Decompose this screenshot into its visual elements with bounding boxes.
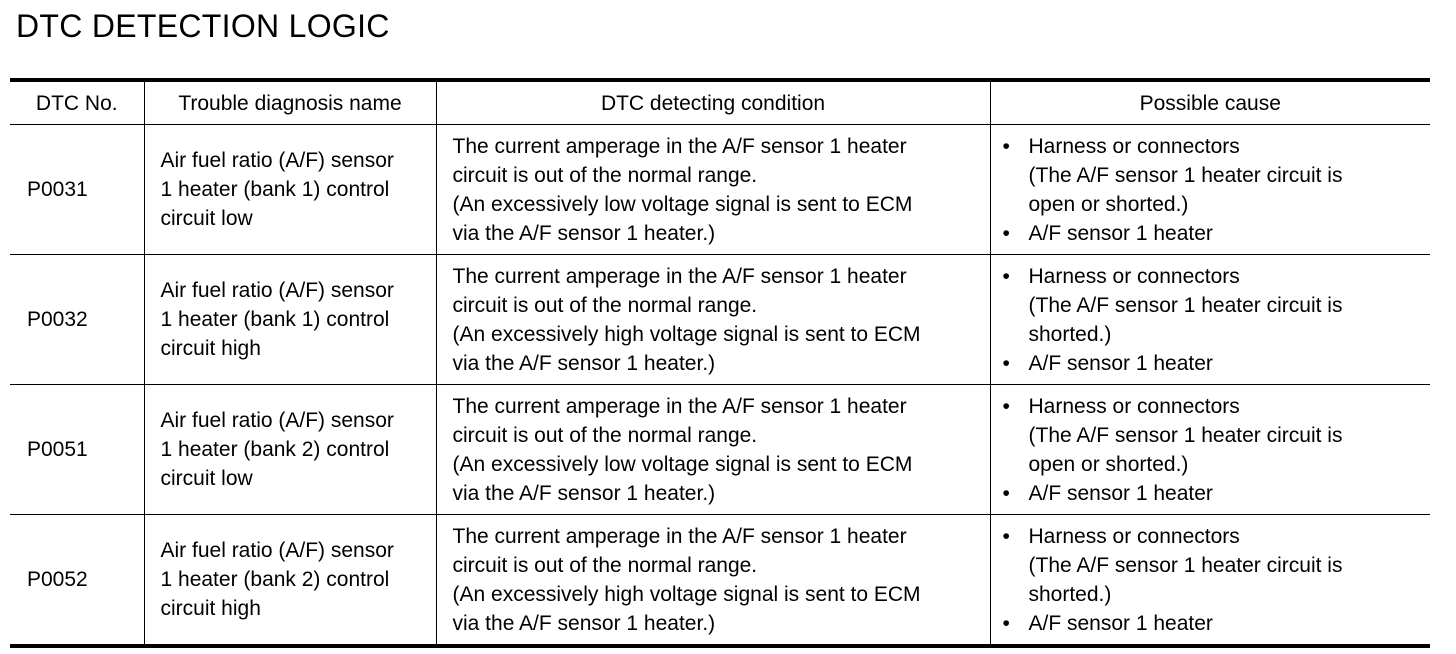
cause-line: • Harness or connectors (1028, 524, 1240, 548)
table-header-row (10, 80, 1430, 125)
cause-line: • A/F sensor 1 heater (1028, 611, 1213, 635)
cause-line: • A/F sensor 1 heater (1028, 481, 1213, 505)
condition-line: The current amperage in the A/F sensor 1 heater (452, 394, 907, 418)
condition-line: circuit is out of the normal range. (452, 423, 758, 447)
cause-list (991, 262, 1431, 378)
cause-line: • A/F sensor 1 heater (1028, 221, 1213, 245)
cause-item (1003, 349, 1425, 378)
condition-line: (An excessively low voltage signal is sent to ECM (452, 452, 913, 476)
possible-cause (990, 125, 1430, 255)
condition-line: (An excessively high voltage signal is sent to ECM (452, 322, 921, 346)
name-line: Air fuel ratio (A/F) sensor (160, 149, 394, 172)
condition-line: The current amperage in the A/F sensor 1 heater (452, 524, 907, 548)
name-line: circuit low (160, 467, 253, 490)
name-line: 1 heater (bank 2) control (160, 568, 390, 591)
condition-line: (An excessively low voltage signal is sent to ECM (452, 192, 913, 216)
table-row (10, 385, 1430, 515)
condition-line: via the A/F sensor 1 heater.) (452, 221, 716, 245)
detecting-condition (436, 515, 990, 647)
dtc-table (10, 78, 1430, 648)
header-trouble-diagnosis-name: Trouble diagnosis name (144, 80, 436, 125)
cause-item (1003, 132, 1425, 219)
trouble-diagnosis-name (144, 255, 436, 385)
cause-line: (The A/F sensor 1 heater circuit is (1028, 163, 1343, 187)
name-line: circuit low (160, 207, 253, 230)
header-possible-cause: Possible cause (990, 80, 1430, 125)
table-row (10, 515, 1430, 647)
cause-item (1003, 262, 1425, 349)
condition-line: The current amperage in the A/F sensor 1 heater (452, 134, 907, 158)
dtc-number: P0051 (10, 385, 144, 515)
cause-line: shorted.) (1028, 582, 1112, 606)
condition-line: circuit is out of the normal range. (452, 293, 758, 317)
cause-list (991, 132, 1431, 248)
name-line: Air fuel ratio (A/F) sensor (160, 539, 394, 562)
cause-item (1003, 219, 1425, 248)
cause-list (991, 522, 1431, 638)
name-line: 1 heater (bank 2) control (160, 438, 390, 461)
name-line: Air fuel ratio (A/F) sensor (160, 409, 394, 432)
dtc-number: P0052 (10, 515, 144, 647)
trouble-diagnosis-name (144, 125, 436, 255)
condition-line: (An excessively high voltage signal is sent to ECM (452, 582, 921, 606)
detecting-condition (436, 255, 990, 385)
name-line: 1 heater (bank 1) control (160, 178, 390, 201)
cause-item (1003, 392, 1425, 479)
condition-line: via the A/F sensor 1 heater.) (452, 611, 716, 635)
condition-line: via the A/F sensor 1 heater.) (452, 351, 716, 375)
name-line: circuit high (160, 337, 261, 360)
cause-line: • Harness or connectors (1028, 394, 1240, 418)
name-line: Air fuel ratio (A/F) sensor (160, 279, 394, 302)
possible-cause (990, 255, 1430, 385)
name-line: circuit high (160, 597, 261, 620)
condition-line: circuit is out of the normal range. (452, 553, 758, 577)
cause-line: shorted.) (1028, 322, 1112, 346)
cause-line: • Harness or connectors (1028, 264, 1240, 288)
dtc-number: P0032 (10, 255, 144, 385)
condition-line: via the A/F sensor 1 heater.) (452, 481, 716, 505)
cause-line: open or shorted.) (1028, 452, 1189, 476)
trouble-diagnosis-name (144, 385, 436, 515)
condition-line: The current amperage in the A/F sensor 1 heater (452, 264, 907, 288)
name-line: 1 heater (bank 1) control (160, 308, 390, 331)
dtc-number: P0031 (10, 125, 144, 255)
cause-item (1003, 609, 1425, 638)
cause-line: open or shorted.) (1028, 192, 1189, 216)
table-row (10, 125, 1430, 255)
cause-line: (The A/F sensor 1 heater circuit is (1028, 293, 1343, 317)
header-dtc-detecting-condition: DTC detecting condition (436, 80, 990, 125)
header-dtc-no: DTC No. (10, 80, 144, 125)
cause-line: (The A/F sensor 1 heater circuit is (1028, 553, 1343, 577)
detecting-condition (436, 385, 990, 515)
condition-line: circuit is out of the normal range. (452, 163, 758, 187)
cause-item (1003, 479, 1425, 508)
cause-line: (The A/F sensor 1 heater circuit is (1028, 423, 1343, 447)
cause-list (991, 392, 1431, 508)
possible-cause (990, 515, 1430, 647)
cause-line: • Harness or connectors (1028, 134, 1240, 158)
possible-cause (990, 385, 1430, 515)
cause-item (1003, 522, 1425, 609)
trouble-diagnosis-name (144, 515, 436, 647)
page-title: DTC DETECTION LOGIC (16, 8, 390, 44)
detecting-condition (436, 125, 990, 255)
cause-line: • A/F sensor 1 heater (1028, 351, 1213, 375)
table-row (10, 255, 1430, 385)
